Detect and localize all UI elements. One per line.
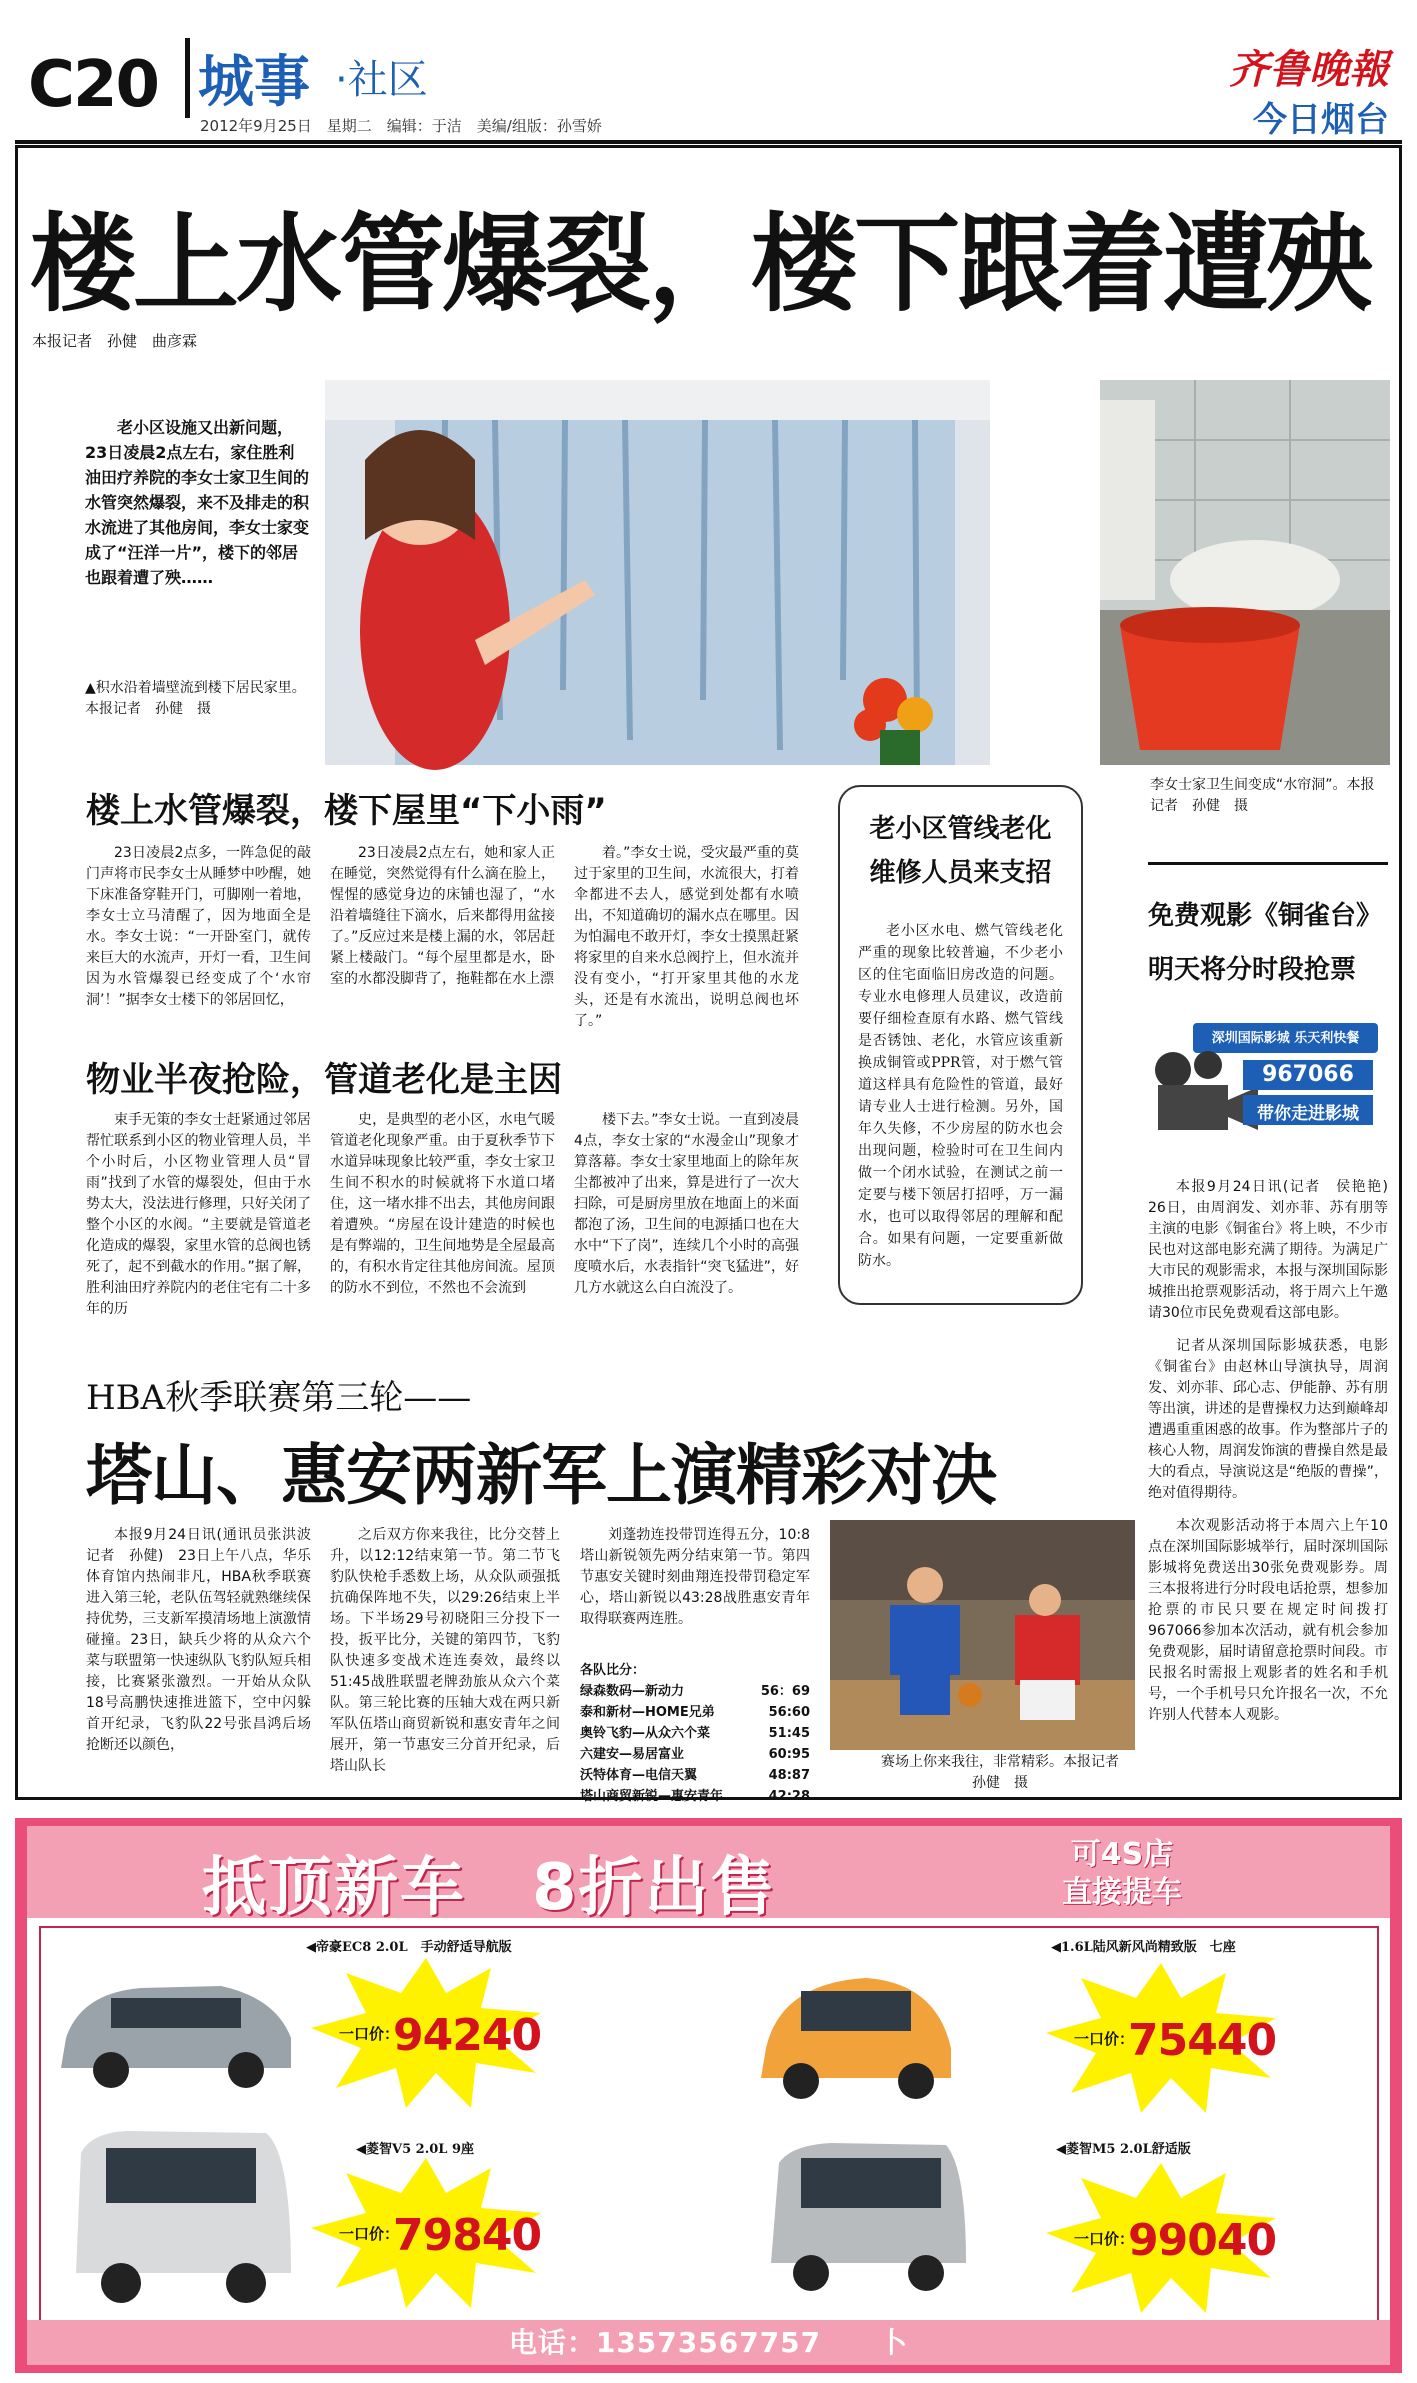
article2-col3: 刘蓬勃连投带罚连得五分，10:8塔山新锐领先两分结束第一节。第四节惠安关键时刻曲翔连投带罚稳定军心，塔山新锐以43:28战胜惠安青年取得联赛两连胜。 (580, 1527, 810, 1627)
car-model-1: ◀帝豪EC8 2.0L 手动舒适导航版 (306, 1940, 512, 1955)
ad-inner (27, 1826, 1390, 2365)
badge-number: 967066 (1262, 1062, 1354, 1087)
page-number: C20 (28, 48, 159, 122)
car-image-v5 (66, 2123, 296, 2313)
article2-col1: 本报9月24日讯(通讯员张洪波 记者 孙健) 23日上午八点，华乐体育馆内热闹非凡，HBA秋季联赛进入第三轮，老队伍驾轻就熟继续保持优势，三支新军摸清场地上演激情碰撞。23日，缺兵少将的从众六个菜与联盟第一快速纵队飞豹队短兵相接，比赛紧张激烈。一开始从众队18号高鹏快速推进篮下，空中闪躲首开纪录，飞豹队22号张昌鸿后场抢断还以颜色， (86, 1527, 325, 1753)
promo-text-2: 记者从深圳国际影城获悉，电影《铜雀台》由赵林山导演执导，周润发、刘亦菲、邱心志、伊能静、苏有朋等出演，讲述的是曹操权力达到巅峰却遭遇重重困惑的故事。作为整部片子的核心人物，周润发饰演的曹操自然是最大的看点，导演说这是“绝版的曹操”，绝对值得期待。 (1148, 1338, 1388, 1501)
basketball-headline: 塔山、惠安两新军上演精彩对决 (86, 1437, 996, 1514)
header-rule (15, 140, 1402, 144)
score-row: 六建安—易居富业 60:95 (580, 1747, 810, 1762)
price-burst-1: 一口价： 94240 (311, 1958, 541, 2108)
ad-title-bar (27, 1826, 1390, 1925)
scores-title: 各队比分： (580, 1663, 646, 1678)
score-row: 泰和新材—HOME兄弟 56:60 (580, 1705, 810, 1720)
car-model-3: ◀菱智V5 2.0L 9座 (356, 2142, 474, 2157)
photo-wall-water (325, 380, 990, 765)
newspaper-logo: 齐鲁晚報 (1229, 46, 1389, 93)
price-burst-3: 一口价： 79840 (311, 2158, 541, 2308)
photo-caption-left: ▲积水沿着墙壁流到楼下居民家里。 本报记者 孙健 摄 (85, 680, 313, 717)
main-byline: 本报记者 孙健 曲彦霖 (32, 332, 198, 350)
sidebar-tips (838, 785, 1083, 1305)
price-1: 94240 (393, 2010, 542, 2061)
score-row: 奥铃飞豹—从众六个菜 51:45 (580, 1726, 810, 1741)
photo-basketball (830, 1520, 1135, 1750)
subhead-repair: 物业半夜抢险，管道老化是主因 (86, 1060, 562, 1100)
ad-side-text: 可4S店 直接提车 (1062, 1837, 1182, 1910)
photo-caption-right: 李女士家卫生间变成“水帘洞”。本报记者 孙健 摄 (1150, 777, 1375, 814)
promo-text-1: 本报9月24日讯(记者 侯艳艳) 26日，由周润发、刘亦菲、苏有朋等主演的电影《铜雀台》将上映，不少市民也对这部电影充满了期待。为满足广大市民的观影需求，本报与深圳国际影城推出抢票观影活动，将于周六上午邀请30位市民免费观看这部电影。 (1148, 1179, 1402, 1321)
price-2: 75440 (1128, 2015, 1277, 2066)
subhead-leak: 楼上水管爆裂，楼下屋里“下小雨” (86, 791, 607, 831)
promo-title-2: 明天将分时段抢票 (1148, 955, 1357, 985)
badge-line1: 深圳国际影城 乐天利快餐 (1211, 1031, 1360, 1046)
ad-title: 抵顶新车 8折出售 (202, 1851, 777, 1925)
car-model-4: ◀菱智M5 2.0L舒适版 (1056, 2142, 1191, 2157)
badge-line3: 带你走进影城 (1257, 1104, 1359, 1124)
price-4: 99040 (1128, 2215, 1277, 2266)
section-title: 城事 (198, 50, 310, 115)
article2-col2: 之后双方你来我往，比分交替上升，以12:12结束第一节。第二节飞豹队快枪手悉数上场，从众队顽强抵抗确保阵地不失，以29:26结束上半场。下半场29号初晓阳三分投下一投，扳平比分，关键的第四节，飞豹队快速多变战术连连奏效，最终以51:45战胜联盟老牌劲旅从众六个菜队。第三轮比赛的压轴大戏在两只新军队伍塔山商贸新锐和惠安青年之间展开，第一节惠安三分首开纪录，后塔山队长 (330, 1527, 560, 1774)
edition-name: 今日烟台 (1253, 100, 1389, 140)
cinema-badge (1148, 1015, 1388, 1165)
car-image-m5 (761, 2133, 971, 2303)
sidebar-text: 老小区水电、燃气管线老化严重的现象比较普遍，不少老小区的住宅面临旧房改造的问题。专业水电修理人员建议，改造前要仔细检查原有水路、燃气管线是否锈蚀、老化，水管应该重新换成铜管或PPR管，对于燃气管道这样具有危险性的管道，最好请专业人士进行检测。另外，国年久失修，不少房屋的防水也会出现问题，检验时可在卫生间内做一个闭水试验，在测试之前一定要与楼下领居打招呼，万一漏水，也可以取得邻居的理解和配合。如果有问题，一定要重新做防水。 (858, 923, 1063, 1269)
score-row: 绿森数码—新动力 56：69 (580, 1684, 810, 1699)
score-row: 沃特体育—电信天翼 48:87 (580, 1768, 810, 1783)
price-burst-2: 一口价： 75440 (1046, 1963, 1276, 2113)
basketball-kicker: HBA秋季联赛第三轮—— (86, 1378, 472, 1418)
car-image-landwind (746, 1953, 966, 2103)
ad-car-grid (39, 1926, 1379, 2326)
price-3: 79840 (393, 2210, 542, 2261)
sidebar-title: 老小区管线老化维修人员来支招 (869, 814, 1052, 888)
article1-col6: 楼下去。”李女士说。一直到凌晨4点，李女士家的“水漫金山”现象才算落幕。李女士家里地面上的除年灰尘都被冲了出来，算是进行了一次大扫除，可是厨房里放在地面上的米面都泡了汤，卫生间的电源插口也在大水中“下了岗”，连续几个小时的高强度喷水后，水表指针“突飞猛进”，好几方水就这么白白流没了。 (574, 1112, 799, 1296)
car-model-2: ◀1.6L陆风新风尚精致版 七座 (1051, 1940, 1236, 1955)
score-list (580, 1660, 810, 1807)
page-header (0, 0, 1417, 140)
movie-promo-box (1148, 862, 1402, 1792)
car-image-ec8 (51, 1948, 301, 2093)
photo-caption-basketball: 赛场上你来我往，非常精彩。本报记者 孙健 摄 (881, 1754, 1133, 1791)
article1-col1: 23日凌晨2点多，一阵急促的敲门声将市民李女士从睡梦中吵醒，她下床准备穿鞋开门，可脚刚一着地，李女士立马清醒了，因为地面全是水。李女士说：“一开卧室门，就传来巨大的水流声，开灯一看，卫生间因为水管爆裂已经变成了个‘水帘洞’！”据李女士楼下的邻居回忆， (86, 845, 311, 1008)
header-divider (185, 38, 190, 118)
article1-col3: 着。”李女士说，受灾最严重的莫过于家里的卫生间，水流很大，打着伞都进不去人，感觉到处都有水喷出，不知道确切的漏水点在哪里。因为怕漏电不敢开灯，李女士摸黑赶紧将家里的自来水总阀拧上，但水流并没有变小，“打开家里其他的水龙头，还是有水流出，说明总阀也坏了。” (574, 845, 799, 1029)
article1-col5: 史，是典型的老小区，水电气暖管道老化现象严重。由于夏秋季节下水道异味现象比较严重，李女士家卫生间不积水的时候就将下水道口堵住，这一堵水排不出去，其他房间跟着遭殃。“房屋在设计建造的时候也是有弊端的，卫生间地势是全屋最高的，有积水肯定往其他房间流。屋顶的防水不到位，不然也不会流到 (330, 1112, 555, 1296)
article-intro: 老小区设施又出新问题，23日凌晨2点左右，家住胜利油田疗养院的李女士家卫生间的水管突然爆裂，来不及排走的积水流进了其他房间，李女士家变成了“汪洋一片”，楼下的邻居也跟着遭了殃…… (85, 418, 310, 587)
article1-col2: 23日凌晨2点左右，她和家人正在睡觉，突然觉得有什么滴在脸上，惺惺的感觉身边的床铺也湿了，“水沿着墙缝往下滴水，后来都得用盆接了。”反应过来是楼上漏的水，邻居赶紧上楼敲门。“每个屋里都是水，卧室的水都没脚背了，拖鞋都在水上漂 (330, 845, 555, 987)
car-advertisement (15, 1818, 1402, 2373)
main-headline: 楼上水管爆裂，楼下跟着遭殃 (30, 203, 1369, 326)
subsection-title: ·社区 (335, 57, 428, 103)
promo-title-1: 免费观影《铜雀台》 (1148, 901, 1383, 931)
photo-bathroom (1100, 380, 1390, 765)
promo-text-3: 本次观影活动将于本周六上午10点在深圳国际影城举行，届时深圳国际影城将免费送出30张免费观影券。周三本报将进行分时段电话抢票，想参加抢票的市民只要在规定时间拨打967066参加本次活动，就有机会参加免费观影，届时请留意抢票时间段。市民报名时需报上观影者的姓名和手机号，一个手机号只允许报名一次，不允许别人代替本人观影。 (1148, 1518, 1388, 1723)
issue-meta: 2012年9月25日 星期二 编辑：于洁 美编/组版：孙雪娇 (200, 117, 602, 135)
ad-phone: 电话：13573567757 卜 (27, 2320, 1390, 2365)
price-burst-4: 一口价： 99040 (1046, 2163, 1276, 2313)
article1-col4: 束手无策的李女士赶紧通过邻居帮忙联系到小区的物业管理人员，半个小时后，小区物业管理人员“冒雨”找到了水管的爆裂处，但由于水势太大，没法进行修理，只好关闭了整个小区的水阀。“主要就是管道老化造成的爆裂，家里水管的总阀也锈死了，起不到截水的作用。”据了解，胜利油田疗养院内的老住宅有二十多年的历 (86, 1112, 311, 1317)
score-row: 塔山商贸新锐—惠安青年 42:28 (580, 1789, 810, 1804)
